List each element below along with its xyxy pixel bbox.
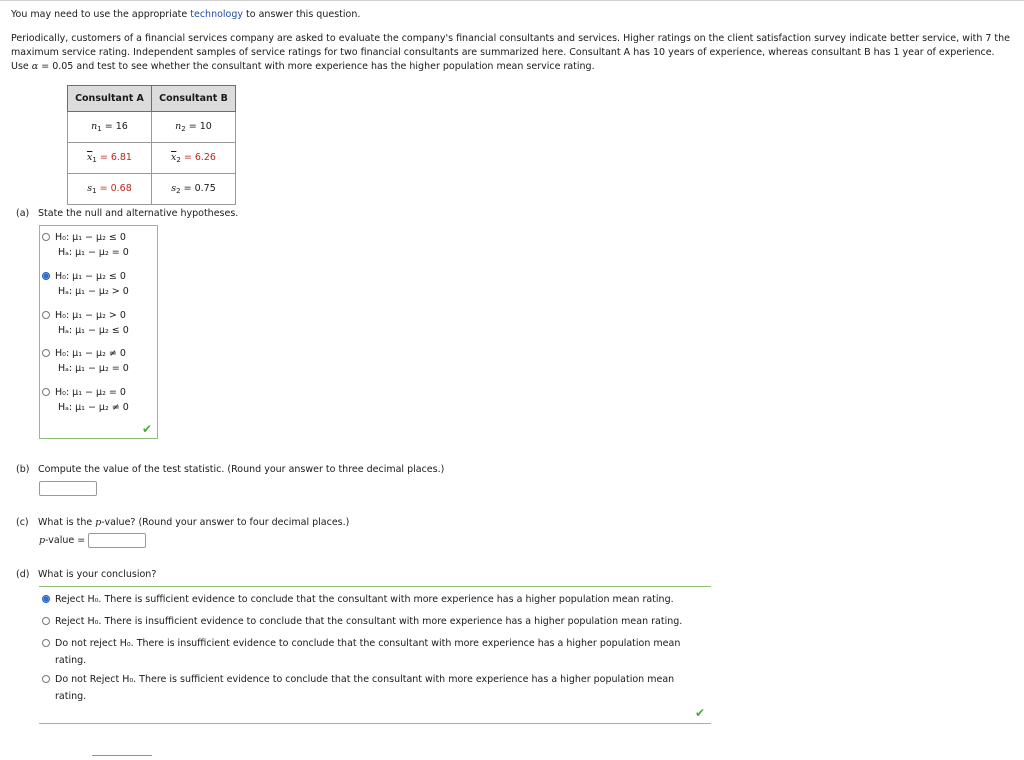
conclusion-text: Do not reject H₀. There is insufficient evidence to conclude that the consultant with more experience has a higher population mean rating. bbox=[55, 638, 681, 666]
table-row bbox=[68, 174, 236, 205]
line3-pre: Use bbox=[11, 61, 32, 72]
correct-check-icon: ✔ bbox=[695, 706, 706, 720]
cell-s1 bbox=[68, 174, 152, 205]
table-row bbox=[68, 112, 236, 143]
radio-icon[interactable] bbox=[42, 675, 50, 683]
hypothesis-option-3[interactable] bbox=[42, 308, 129, 338]
x1-value: = 6.81 bbox=[96, 152, 132, 163]
part-d-text: What is your conclusion? bbox=[38, 569, 157, 580]
part-b-text: Compute the value of the test statistic. (Round your answer to three decimal places.) bbox=[38, 464, 445, 475]
s2-symbol: s bbox=[171, 183, 177, 194]
conclusion-option-4[interactable] bbox=[42, 671, 692, 705]
conclusion-text: Do not Reject H₀. There is sufficient evidence to conclude that the consultant with more experience has a higher population mean rating. bbox=[55, 674, 675, 702]
technology-link[interactable]: technology bbox=[190, 9, 244, 20]
intro-prefix: You may need to use the appropriate bbox=[11, 9, 191, 20]
part-d-question bbox=[16, 569, 156, 580]
h0-text: H₀: μ₁ − μ₂ ≤ 0 bbox=[55, 232, 126, 243]
top-divider bbox=[0, 0, 1024, 5]
radio-selected-icon[interactable] bbox=[42, 272, 50, 280]
s2-value: = 0.75 bbox=[180, 183, 216, 194]
hypothesis-option-5[interactable] bbox=[42, 385, 129, 415]
header-consultant-a: Consultant A bbox=[68, 86, 152, 112]
p-value-italic: p bbox=[39, 535, 46, 546]
part-a-text: State the null and alternative hypotheses. bbox=[38, 208, 239, 219]
part-c-label: (c) bbox=[16, 517, 29, 528]
radio-icon[interactable] bbox=[42, 311, 50, 319]
radio-icon[interactable] bbox=[42, 639, 50, 647]
radio-icon[interactable] bbox=[42, 233, 50, 241]
alpha-symbol: α bbox=[31, 61, 39, 72]
cell-x2 bbox=[152, 143, 236, 174]
table-header-row bbox=[68, 86, 236, 112]
conclusion-text: Reject H₀. There is insufficient evidence to conclude that the consultant with more experience has a higher population mean rating. bbox=[55, 616, 683, 627]
p-value-label-text: -value = bbox=[45, 535, 86, 546]
ha-text: Hₐ: μ₁ − μ₂ = 0 bbox=[58, 247, 129, 258]
n1-symbol: n bbox=[91, 121, 98, 132]
part-c-text-post: -value? (Round your answer to four decimal places.) bbox=[101, 517, 350, 528]
h0-text: H₀: μ₁ − μ₂ ≠ 0 bbox=[55, 348, 126, 359]
hypothesis-option-2[interactable] bbox=[42, 269, 129, 299]
ha-text: Hₐ: μ₁ − μ₂ > 0 bbox=[58, 286, 129, 297]
hypothesis-option-1[interactable] bbox=[42, 230, 129, 260]
test-statistic-input[interactable] bbox=[39, 481, 97, 496]
n2-value: = 10 bbox=[185, 121, 212, 132]
problem-line-2: maximum service rating. Independent samples of service ratings for two financial consultants are summarized here. Consultant A has 10 years of experience, whereas consultant B has 1 year of experience. bbox=[11, 47, 995, 58]
n2-sub: 2 bbox=[181, 125, 186, 133]
part-a-question bbox=[16, 208, 238, 219]
summary-table bbox=[67, 85, 236, 205]
radio-icon[interactable] bbox=[42, 388, 50, 396]
h0-text: H₀: μ₁ − μ₂ = 0 bbox=[55, 387, 126, 398]
x2-value: = 6.26 bbox=[180, 152, 216, 163]
part-b-question bbox=[16, 464, 444, 475]
correct-check-icon: ✔ bbox=[142, 422, 153, 436]
intro-text bbox=[11, 9, 360, 20]
problem-line-3 bbox=[11, 60, 1015, 74]
x1-symbol: $\overline{x}$ bbox=[87, 152, 93, 163]
h0-text: H₀: μ₁ − μ₂ > 0 bbox=[55, 310, 126, 321]
radio-icon[interactable] bbox=[42, 617, 50, 625]
conclusion-options bbox=[39, 586, 711, 724]
cell-x1 bbox=[68, 143, 152, 174]
n1-sub: 1 bbox=[97, 125, 102, 133]
ha-text: Hₐ: μ₁ − μ₂ = 0 bbox=[58, 363, 129, 374]
part-d-label: (d) bbox=[16, 569, 30, 580]
intro-suffix: to answer this question. bbox=[243, 9, 361, 20]
hypothesis-options bbox=[39, 225, 158, 439]
part-c-text-pre: What is the bbox=[38, 517, 96, 528]
problem-line-1: Periodically, customers of a financial services company are asked to evaluate the company's financial consultants and services. Higher ratings on the client satisfaction survey indicate better service, with 7 the bbox=[11, 33, 1011, 44]
part-a-label: (a) bbox=[16, 208, 30, 219]
part-b-label: (b) bbox=[16, 464, 30, 475]
line3-post: = 0.05 and test to see whether the consultant with more experience has the higher population mean service rating. bbox=[38, 61, 595, 72]
ha-text: Hₐ: μ₁ − μ₂ ≠ 0 bbox=[58, 402, 129, 413]
s1-symbol: s bbox=[87, 183, 93, 194]
radio-icon[interactable] bbox=[42, 349, 50, 357]
conclusion-option-1[interactable] bbox=[42, 591, 692, 608]
s1-value: = 0.68 bbox=[96, 183, 132, 194]
part-c-question bbox=[16, 517, 349, 528]
x2-sub: 2 bbox=[176, 156, 181, 164]
x2-symbol: $\overline{x}$ bbox=[171, 152, 177, 163]
ha-text: Hₐ: μ₁ − μ₂ ≤ 0 bbox=[58, 325, 129, 336]
conclusion-option-2[interactable] bbox=[42, 613, 692, 630]
problem-statement bbox=[11, 32, 1015, 74]
s2-sub: 2 bbox=[176, 187, 181, 195]
s1-sub: 1 bbox=[92, 187, 97, 195]
h0-text: H₀: μ₁ − μ₂ ≤ 0 bbox=[55, 271, 126, 282]
conclusion-option-3[interactable] bbox=[42, 635, 692, 669]
n1-value: = 16 bbox=[101, 121, 128, 132]
p-italic: p bbox=[95, 517, 102, 528]
cell-n2 bbox=[152, 112, 236, 143]
hypothesis-option-4[interactable] bbox=[42, 346, 129, 376]
radio-selected-icon[interactable] bbox=[42, 595, 50, 603]
x1-sub: 1 bbox=[92, 156, 97, 164]
cell-s2 bbox=[152, 174, 236, 205]
header-consultant-b: Consultant B bbox=[152, 86, 236, 112]
cell-n1 bbox=[68, 112, 152, 143]
p-value-input[interactable] bbox=[88, 533, 146, 548]
table-row bbox=[68, 143, 236, 174]
n2-symbol: n bbox=[175, 121, 182, 132]
conclusion-text: Reject H₀. There is sufficient evidence to conclude that the consultant with more experience has a higher population mean rating. bbox=[55, 594, 674, 605]
p-value-label bbox=[39, 535, 85, 546]
